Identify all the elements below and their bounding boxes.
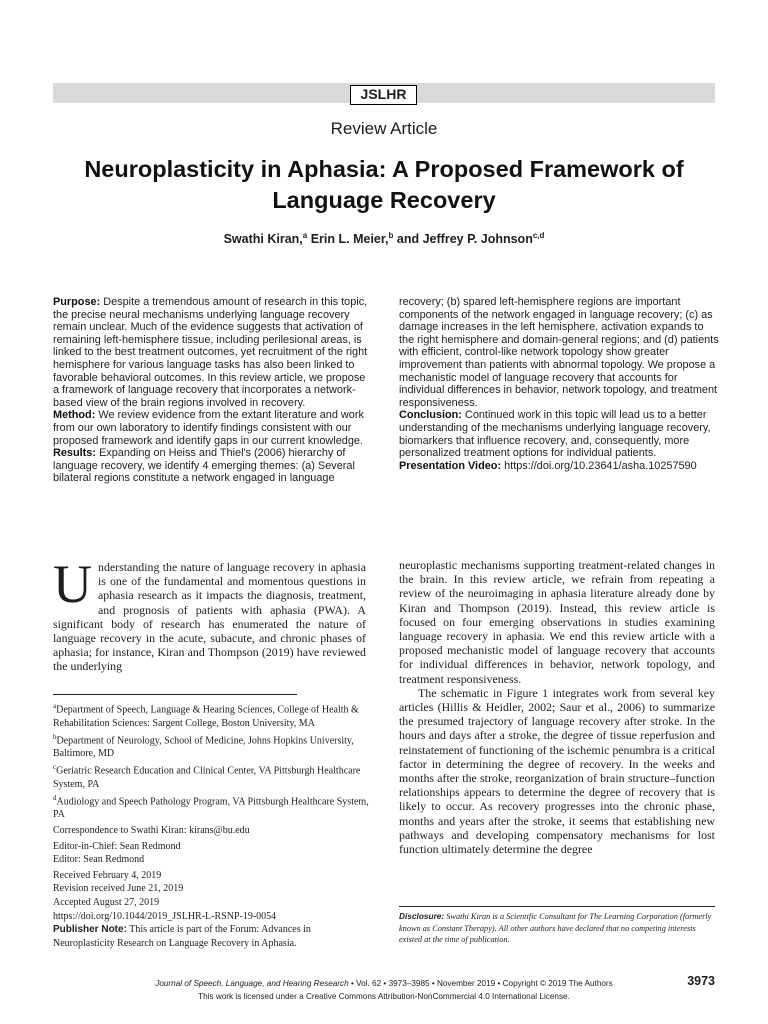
abstract-label: Purpose: [53,296,101,308]
body-paragraph [53,554,366,674]
disclosure-divider [399,906,715,907]
affiliation-footnotes [53,700,373,950]
abstract-text: Despite a tremendous amount of research in this topic, the precise neural mechanisms underlying language recovery remain unclear. Much of the evidence suggests that activation of remaining left-hemisphere tissue, including perilesional areas, is linked to the best treatment outcomes, yet recruitment of the right hemisphere for various language tasks has also been linked to favorable behavioral outcomes. In this review article, we propose a framework of language recovery that incorporates a network-based view of the brain regions involved in recovery. [53,296,368,409]
body-paragraph: neuroplastic mechanisms supporting treatment-related changes in the brain. In this review article, we refrain from repeating a review of the neuroimaging in aphasia literature already done by Kiran and Thompson (2019). Instead, this review article is focused on four emerging observations in studies examining language recovery in aphasia. We end this review article with a proposed mechanistic model of language recovery that accounts for individual differences in behavior, network topology, and treatment responsiveness. [399,558,715,686]
abstract-purpose [53,296,373,409]
journal-name: Journal of Speech, Language, and Hearing Research [155,979,349,988]
disclosure-text: Swathi Kiran is a Scientific Consultant for The Learning Corporation (formerly known as Constant Therapy). All other authors have declared that no competing interests existed at the time of publication. [399,912,712,945]
editor: Editor: Sean Redmond [53,854,145,866]
abstract-label: Conclusion: [399,409,462,422]
abstract-text: We review evidence from the extant literature and work from our own laboratory to identify findings consistent with our proposed framework and identify gaps in our current knowledge. [53,409,364,447]
publisher-note-text: This article is part of the Forum: Advances in Neuroplasticity Research on Language Recovery in Aphasia. [53,924,311,949]
abstract-text: Expanding on Heiss and Thiel's (2006) hierarchy of language recovery, we identify 4 emerging themes: (a) Several bilateral regions constitute a network engaged in language [53,447,355,485]
page-number: 3973 [687,974,715,988]
author-affiliation-mark: c,d [532,231,545,240]
publisher-note-label: Publisher Note: [53,924,127,936]
body-right-column [399,558,715,856]
author-name: and Jeffrey P. Johnson [396,232,533,247]
affiliation-mark: b [53,732,57,741]
presentation-video-link[interactable]: https://doi.org/10.23641/asha.10257590 [504,459,697,472]
article-type: Review Article [330,119,438,138]
editor-in-chief: Editor-in-Chief: Sean Redmond [53,840,181,852]
revision-date: Revision received June 21, 2019 [53,883,184,895]
citation-line [0,977,768,990]
body-left-column [53,554,366,674]
publisher-note [53,923,373,950]
abstract-text: Continued work in this topic will lead us to a better understanding of the mechanisms underlying language recovery, biomarkers that influence recovery, and, consequently, more personalized treatment options for individual patients. [399,409,711,460]
affiliation-mark: c [53,763,57,772]
author-name: Swathi Kiran, [223,232,303,247]
author-affiliation-mark: b [388,231,394,240]
page-footer [0,977,768,1003]
abstract-results-continued: recovery; (b) spared left-hemisphere regions are important components of the network engaged in language recovery; (c) as damage increases in the left hemisphere, activation expands to the right hemisphere and domain-general regions; and (d) patients with efficient, control-like network topology show greater improvement than patients with abnormal topology. We propose a mechanistic model of language recovery that accounts for individual differences in behavior, network topology, and treatment responsiveness. [399,296,719,409]
affiliation-text: Audiology and Speech Pathology Program, VA Pittsburgh Healthcare System, PA [53,795,369,821]
correspondence: Correspondence to Swathi Kiran: kirans@bu.edu [53,825,250,837]
affiliation-mark: d [53,793,57,802]
abstract-left-column [53,296,373,485]
license-line: This work is licensed under a Creative Commons Attribution-NonCommercial 4.0 International License. [198,992,570,1001]
author-list [0,231,768,246]
received-date: Received February 4, 2019 [53,869,162,881]
body-paragraph: The schematic in Figure 1 integrates work from several key articles (Hillis & Heidler, 2002; Saur et al., 2006) to summarize the presumed trajectory of language recovery after stroke. In the hours and days after a stroke, the degree of tissue reperfusion and reinstatement of functioning of the ischemic penumbra is a critical factor in determining the degree of recovery. In the weeks and months after the stroke, reorganization of brain structure–function relationships appears to determine the degree of recovery that is likely to occur. As recovery progresses into the chronic phase, months and years after the stroke, it seems that establishing new pathways and developing compensatory mechanisms for lost function ultimately determine the degree [399,685,715,857]
affiliation-note [53,700,373,731]
accepted-date: Accepted August 27, 2019 [53,897,160,909]
author-name: Erin L. Meier, [310,232,389,247]
article-title: Neuroplasticity in Aphasia: A Proposed Framework of Language Recovery [84,156,684,213]
affiliation-note [53,731,373,762]
abstract-results [53,447,373,485]
abstract-conclusion [399,409,719,459]
disclosure-label: Disclosure: [399,911,445,921]
author-affiliation-mark: a [302,231,308,240]
affiliation-text: Geriatric Research Education and Clinical Center, VA Pittsburgh Healthcare System, PA [53,765,361,790]
abstract-video [399,460,719,473]
affiliation-mark: a [53,702,57,710]
affiliation-note [53,761,373,792]
abstract-right-column [399,296,719,472]
affiliation-note [53,792,373,823]
article-doi[interactable]: https://doi.org/10.1044/2019_JSLHR-L-RSNP-19-0054 [53,910,277,922]
drop-cap: U [53,554,92,614]
footnote-divider [53,694,297,695]
abstract-method [53,409,373,447]
abstract-label: Method: [53,409,96,422]
body-text: nderstanding the nature of language recovery in aphasia is one of the fundamental and momentous questions in aphasia research as it impacts the diagnosis, treatment, and prognosis of patients with aphasia (PWA). A significant body of research has enumerated the nature of language recovery in the acute, subacute, and chronic phases of aphasia; for instance, Kiran and Thompson (2019) have reviewed the underlying [53,560,366,674]
abstract-label: Presentation Video: [399,459,502,472]
abstract-label: Results: [53,447,96,460]
citation-details: • Vol. 62 • 3973–3985 • November 2019 • Copyright © 2019 The Authors [350,979,613,988]
affiliation-text: Department of Speech, Language & Hearing Sciences, College of Health & Rehabilitation Sciences: Sargent College, Boston University, MA [53,704,359,729]
journal-badge: JSLHR [350,85,417,105]
disclosure [399,911,715,946]
affiliation-text: Department of Neurology, School of Medicine, Johns Hopkins University, Baltimore, MD [53,734,354,760]
